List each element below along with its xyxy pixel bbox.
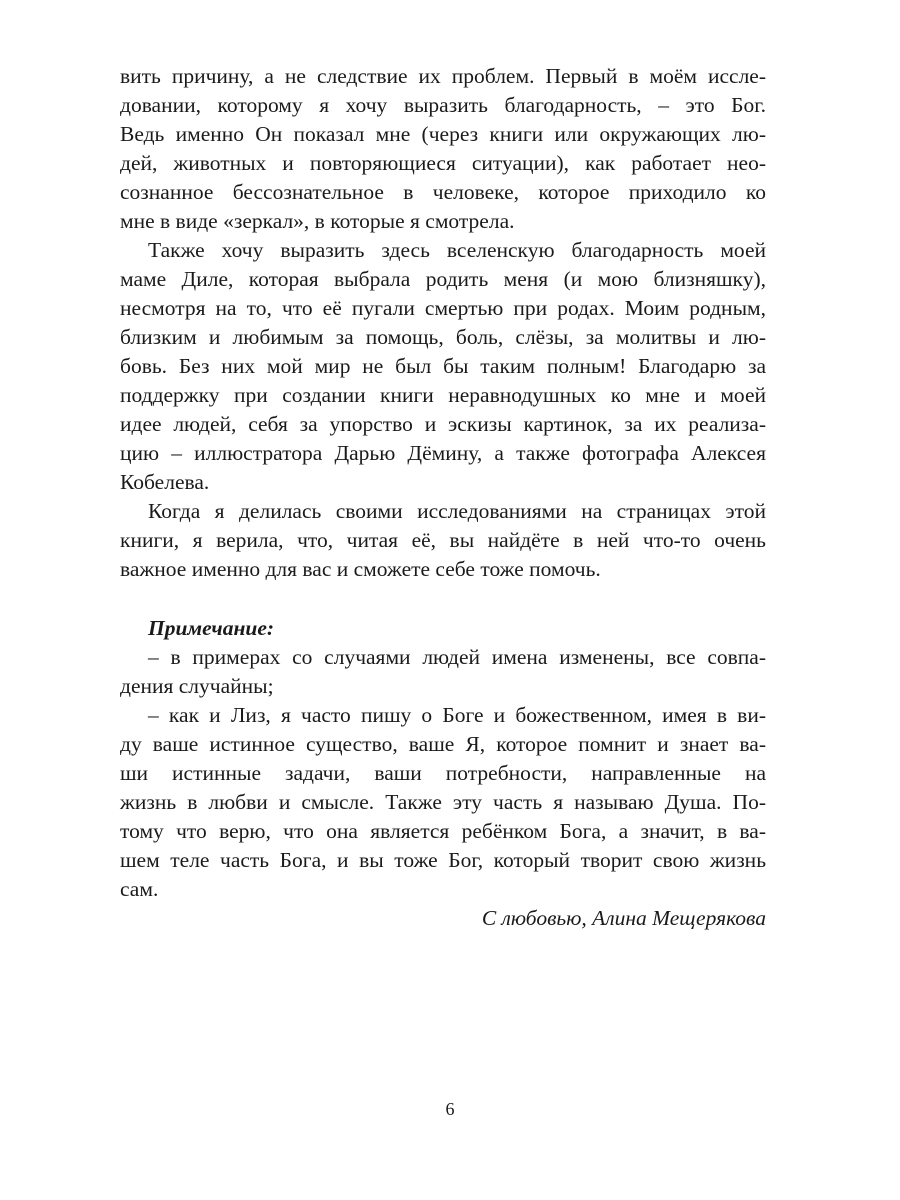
text-line: жизнь в любви и смысле. Также эту часть я называю Душа. По- [120, 790, 766, 814]
text-line: маме Диле, которая выбрала родить меня (и мою близняшку), [120, 267, 766, 291]
text-line: сам. [120, 877, 159, 901]
text-line: несмотря на то, что её пугали смертью при родах. Моим родным, [120, 296, 766, 320]
text-line: – как и Лиз, я часто пишу о Боге и божественном, имея в ви- [148, 703, 766, 727]
text-line: ши истинные задачи, ваши потребности, направленные на [120, 761, 766, 785]
text-line: дения случайны; [120, 674, 274, 698]
text-line: дей, животных и повторяющиеся ситуации), как работает нео- [120, 151, 766, 175]
text-line: Кобелева. [120, 470, 210, 494]
text-line: цию – иллюстратора Дарью Дёмину, а также фотографа Алексея [120, 441, 766, 465]
note-title: Примечание: [148, 616, 275, 640]
text-line: важное именно для вас и сможете себе тоже помочь. [120, 557, 601, 581]
text-line: книги, я верила, что, читая её, вы найдёте в ней что-то очень [120, 528, 766, 552]
text-line: близким и любимым за помощь, боль, слёзы, за молитвы и лю- [120, 325, 766, 349]
text-line: поддержку при создании книги неравнодушных ко мне и моей [120, 383, 766, 407]
text-line: тому что верю, что она является ребёнком Бога, а значит, в ва- [120, 819, 766, 843]
paragraph [120, 497, 766, 584]
paragraph [120, 236, 766, 497]
note-item [120, 701, 766, 904]
text-line: шем теле часть Бога, и вы тоже Бог, который творит свою жизнь [120, 848, 766, 872]
text-line: мне в виде «зеркал», в которые я смотрела. [120, 209, 515, 233]
text-line: идее людей, себя за упорство и эскизы картинок, за их реализа- [120, 412, 766, 436]
text-line: бовь. Без них мой мир не был бы таким полным! Благодарю за [120, 354, 766, 378]
text-line: ду ваше истинное существо, ваше Я, которое помнит и знает ва- [120, 732, 766, 756]
text-line: вить причину, а не следствие их проблем. Первый в моём иссле- [120, 64, 766, 88]
text-line: Ведь именно Он показал мне (через книги или окружающих лю- [120, 122, 766, 146]
text-line: сознанное бессознательное в человеке, которое приходило ко [120, 180, 766, 204]
text-line: довании, которому я хочу выразить благодарность, – это Бог. [120, 93, 766, 117]
text-line: Также хочу выразить здесь вселенскую благодарность моей [148, 238, 766, 262]
note-item [120, 643, 766, 701]
text-line: – в примерах со случаями людей имена изменены, все совпа- [148, 645, 766, 669]
page-number: 6 [445, 1099, 455, 1119]
text-line: Когда я делилась своими исследованиями на страницах этой [148, 499, 766, 523]
page-body [120, 62, 766, 933]
signature: С любовью, Алина Мещерякова [481, 906, 766, 930]
paragraph [120, 62, 766, 236]
note-section [120, 614, 766, 933]
paragraph-spacer [120, 584, 766, 614]
